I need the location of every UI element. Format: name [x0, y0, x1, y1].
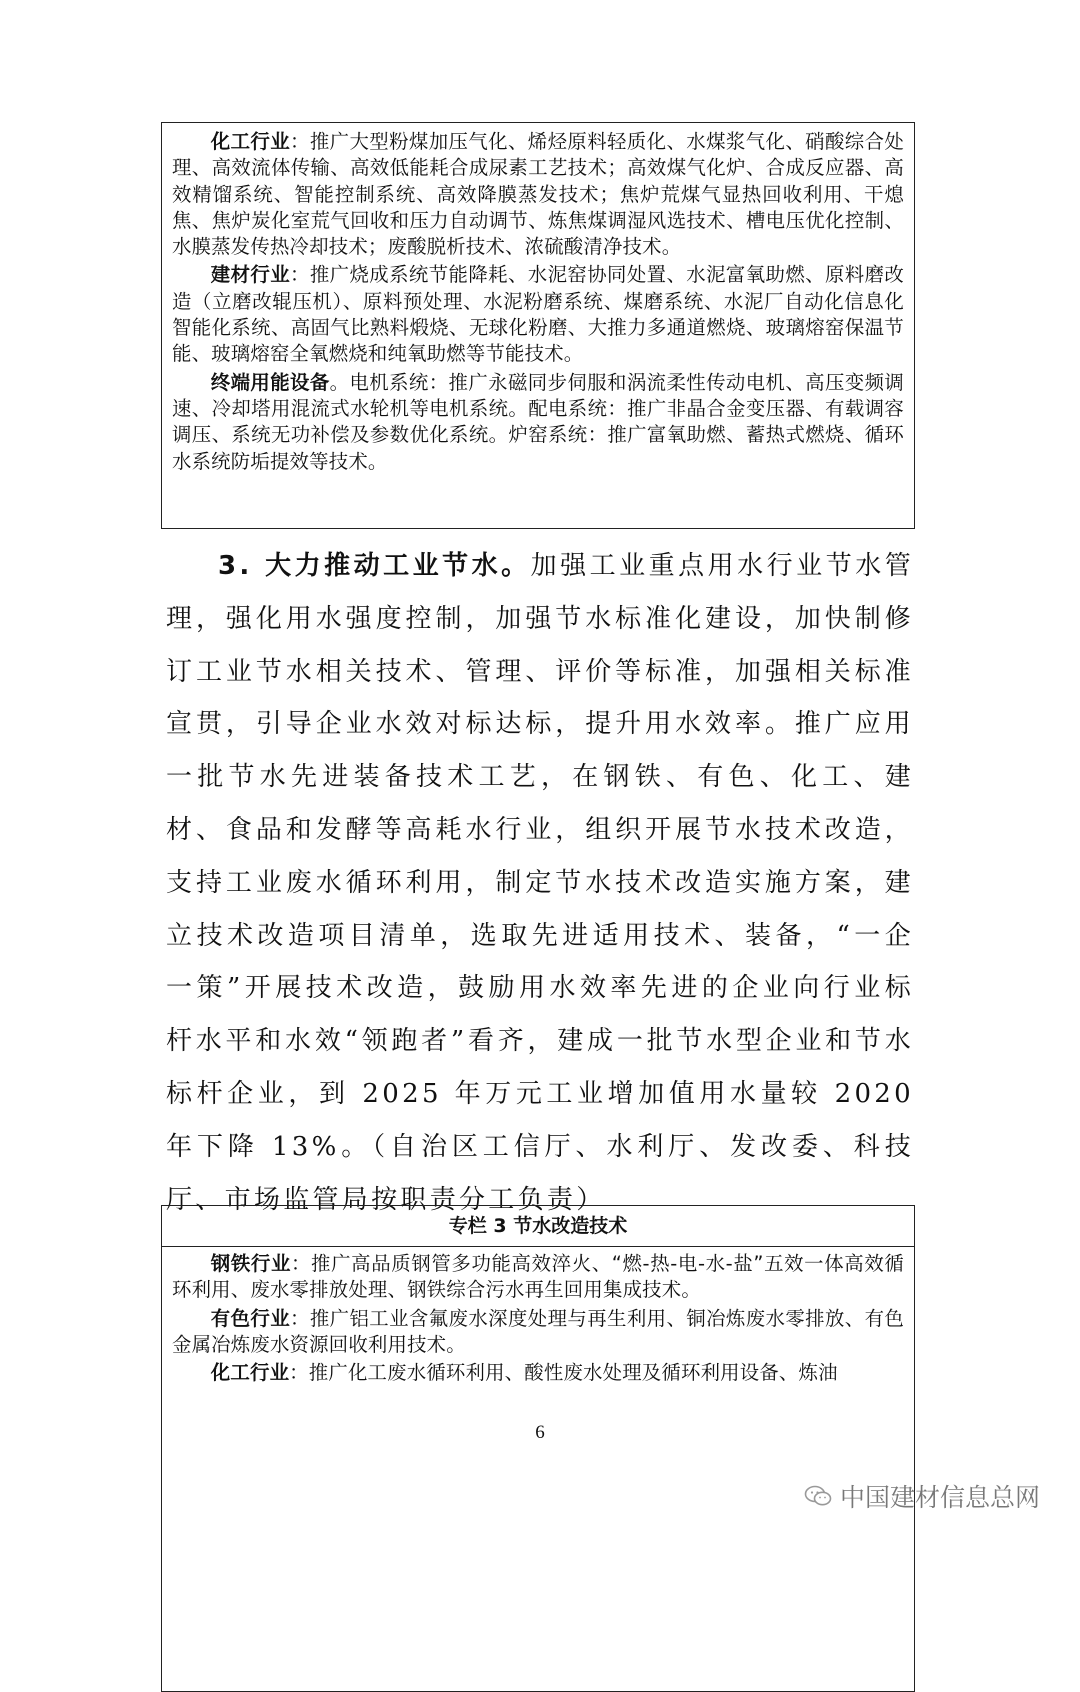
water-tech-box [161, 1205, 915, 1692]
box-paragraph-chemical [172, 129, 904, 260]
page-number: 6 [535, 1422, 545, 1443]
watermark-text: 中国建材信息总网 [839, 1483, 1040, 1512]
industry-text: ：推广烧成系统节能降耗、水泥窑协同处置、水泥富氧助燃、原料磨改造（立磨改辊压机）、原料预处理、水泥粉磨系统、煤磨系统、水泥厂自动化信息化智能化系统、高固气比熟料煅烧、无球化粉磨、大推力多通道燃烧、玻璃熔窑保温节能、玻璃熔窑全氧燃烧和纯氧助燃等节能技术。 [172, 263, 904, 366]
industry-text: ：推广化工废水循环利用、酸性废水处理及循环利用设备、炼油 [289, 1361, 838, 1385]
industry-heading: 化工行业 [210, 130, 291, 153]
box-paragraph-building [172, 262, 904, 367]
watermark [804, 1478, 1040, 1514]
industry-heading: 建材行业 [210, 263, 291, 287]
industry-heading: 有色行业 [210, 1306, 291, 1330]
box-paragraph-nonferrous [172, 1306, 904, 1359]
box-paragraph-chemical-water [172, 1360, 904, 1386]
industry-text: ：推广大型粉煤加压气化、烯烃原料轻质化、水煤浆气化、硝酸综合处理、高效流体传输、高效低能耗合成尿素工艺技术；高效煤气化炉、合成反应器、高效精馏系统、智能控制系统、高效降膜蒸发技术；焦炉荒煤气显热回收利用、干熄焦、焦炉炭化室荒气回收和压力自动调节、炼焦煤调湿风选技术、槽电压优化控制、水膜蒸发传热冷却技术；废酸脱析技术、浓硫酸清净技术。 [172, 130, 904, 259]
box-caption: 专栏 3 节水改造技术 [162, 1206, 914, 1247]
industry-heading: 钢铁行业 [210, 1252, 291, 1275]
section-body: 加强工业重点用水行业节水管理，强化用水强度控制，加强节水标准化建设，加快制修订工业节水相关技术、管理、评价等标准，加强相关标准宣贯，引导企业水效对标达标，提升用水效率。推广应用一批节水先进装备技术工艺，在钢铁、有色、化工、建材、食品和发酵等高耗水行业，组织开展节水技术改造，支持工业废水循环利用，制定节水技术改造实施方案，建立技术改造项目清单，选取先进适用技术、装备，“一企一策”开展技术改造，鼓励用水效率先进的企业向行业标杆水平和水效“领跑者”看齐，建成一批节水型企业和节水标杆企业，到 2025 年万元工业增加值用水量较 2020 年下降 13%。（自治区工信厅、水利厅、发改委、科技厅、市场监管局按职责分工负责） [166, 551, 914, 1215]
industry-text: 。电机系统：推广永磁同步伺服和涡流柔性传动电机、高压变频调速、冷却塔用混流式水轮机等电机系统。配电系统：推广非晶合金变压器、有载调容调压、系统无功补偿及参数优化系统。炉窑系统：推广富氧助燃、蓄热式燃烧、循环水系统防垢提效等技术。 [172, 370, 904, 473]
section-heading: 3. 大力推动工业节水。 [218, 551, 531, 581]
box-paragraph-terminal [172, 370, 904, 475]
section-water-saving [166, 540, 914, 1226]
industry-text: ：推广铝工业含氟废水深度处理与再生利用、铜冶炼废水零排放、有色金属冶炼废水资源回收利用技术。 [172, 1306, 904, 1356]
box-paragraph-steel [172, 1251, 904, 1304]
wechat-icon [804, 1485, 832, 1507]
industry-heading: 终端用能设备 [210, 370, 330, 394]
energy-tech-box [161, 122, 915, 529]
industry-text: ：推广高品质钢管多功能高效淬火、“燃-热-电-水-盐”五效一体高效循环利用、废水零排放处理、钢铁综合污水再生回用集成技术。 [172, 1252, 904, 1302]
industry-heading: 化工行业 [210, 1361, 290, 1385]
